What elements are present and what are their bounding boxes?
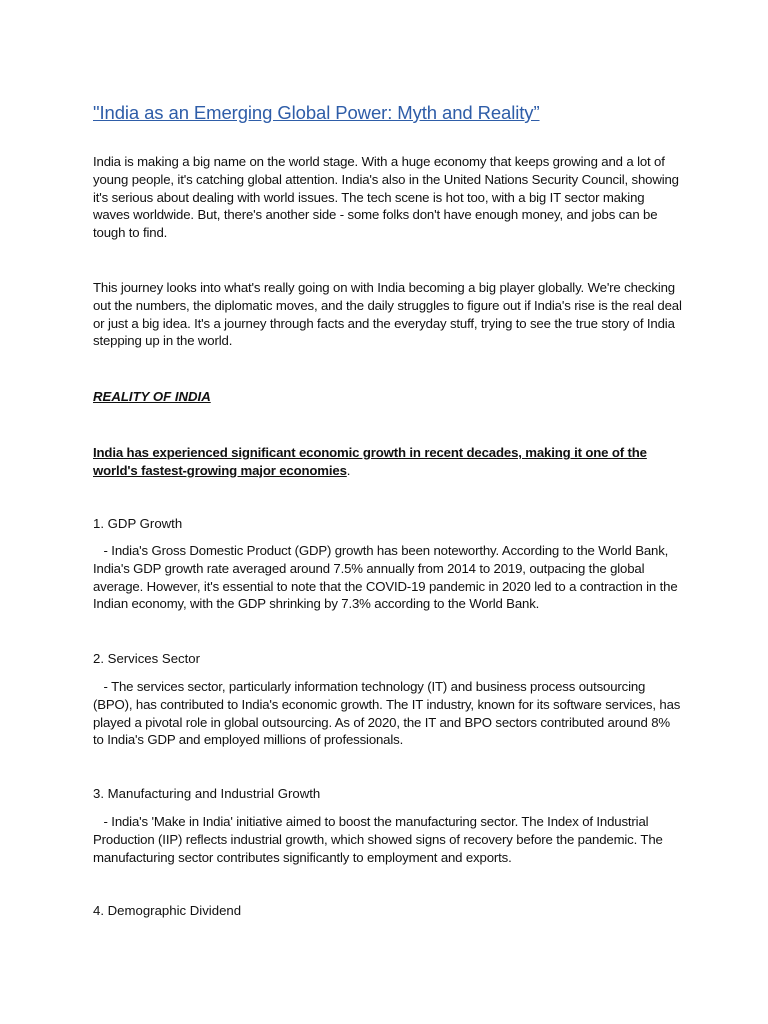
item-title-demographic-dividend: 4. Demographic Dividend bbox=[93, 903, 242, 918]
document-title[interactable]: "India as an Emerging Global Power: Myth and Reality” bbox=[93, 102, 540, 123]
item-body-gdp-growth: - India's Gross Domestic Product (GDP) growth has been noteworthy. According to the World Bank, India's GDP growth rate averaged around 7.5% annually from 2014 to 2019, outpacing the global average. However, it's essential to note that the COVID-19 pandemic in 2020 led to a contraction in the Indian economy, with the GDP shrinking by 7.3% according to the World Bank. bbox=[93, 543, 682, 612]
lead-statement-end: . bbox=[346, 462, 351, 478]
item-title-manufacturing: 3. Manufacturing and Industrial Growth bbox=[93, 786, 321, 801]
item-body-services-sector: - The services sector, particularly information technology (IT) and business process outsourcing (BPO), has contributed to India's economic growth. The IT industry, known for its software services, has played a pivotal role in global outsourcing. As of 2020, the IT and BPO sectors contributed around 8% to India's GDP and employed millions of professionals. bbox=[93, 679, 684, 748]
item-body-manufacturing: - India's 'Make in India' initiative aimed to boost the manufacturing sector. The Index of Industrial Production (IIP) reflects industrial growth, which showed signs of recovery before the pandemic. The manufacturing sector contributes significantly to employment and exports. bbox=[93, 814, 667, 865]
intro-paragraph-2: This journey looks into what's really going on with India becoming a big player globally. We're checking out the numbers, the diplomatic moves, and the daily struggles to figure out if India's rise is the real deal or just a big idea. It's a journey through facts and the everyday stuff, trying to see the true story of India stepping up in the world. bbox=[93, 280, 682, 349]
item-title-services-sector: 2. Services Sector bbox=[93, 651, 201, 666]
lead-statement bbox=[93, 444, 683, 480]
intro-paragraph-1: India is making a big name on the world stage. With a huge economy that keeps growing and a lot of young people, it's catching global attention. India's also in the United Nations Security Council, showing it's serious about dealing with world issues. The tech scene is hot too, with a big IT sector making waves worldwide. But, there's another side - some folks don't have enough money, and jobs can be tough to find. bbox=[93, 154, 679, 241]
lead-statement-bold: India has experienced significant economic growth in recent decades, making it one of the world's fastest-growing major economies bbox=[93, 445, 647, 478]
item-title-gdp-growth: 1. GDP Growth bbox=[93, 516, 183, 531]
section-heading: REALITY OF INDIA bbox=[93, 389, 211, 404]
